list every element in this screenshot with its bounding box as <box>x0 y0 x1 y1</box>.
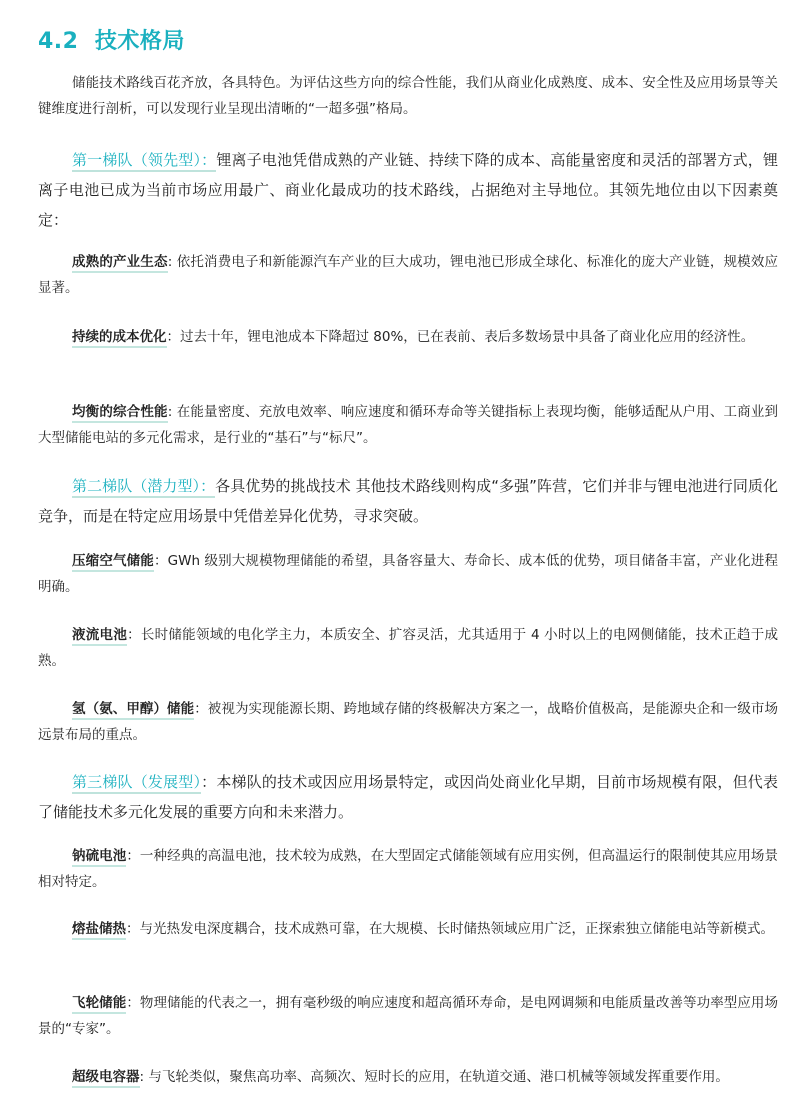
item-term: 飞轮储能 <box>72 995 126 1014</box>
item-text: : 在能量密度、充放电效率、响应速度和循环寿命等关键指标上表现均衡，能够适配从户用、工商业到大型储能电站的多元化需求，是行业的“基石”与“标尺”。 <box>38 404 779 446</box>
item-text: ：一种经典的高温电池，技术较为成熟，在大型固定式储能领域有应用实例，但高温运行的限制使其应用场景相对特定。 <box>38 848 779 890</box>
tier2-item <box>38 622 778 674</box>
item-term: 持续的成本优化 <box>72 329 167 348</box>
item-text: ：物理储能的代表之一，拥有毫秒级的响应速度和超高循环寿命，是电网调频和电能质量改善等功率型应用场景的“专家”。 <box>38 995 779 1037</box>
tier2-paragraph <box>38 471 778 531</box>
section-title: 技术格局 <box>94 29 185 54</box>
item-term: 均衡的综合性能 <box>72 404 168 423</box>
tier2-heading: 第二梯队（潜力型）： <box>72 477 215 498</box>
tier1-text: 锂离子电池凭借成熟的产业链、持续下降的成本、高能量密度和灵活的部署方式，锂离子电池已成为当前市场应用最广、商业化最成功的技术路线，占据绝对主导地位。其领先地位由以下因素奠定： <box>38 151 778 229</box>
tier3-item <box>38 843 778 895</box>
section-heading <box>38 24 185 55</box>
tier3-text: ：本梯队的技术或因应用场景特定，或因尚处商业化早期，目前市场规模有限，但代表了储能技术多元化发展的重要方向和未来潜力。 <box>38 773 778 821</box>
item-text: ：GWh 级别大规模物理储能的希望，具备容量大、寿命长、成本低的优势，项目储备丰富，产业化进程明确。 <box>38 553 779 595</box>
tier2-text: 各具优势的挑战技术 其他技术路线则构成“多强”阵营，它们并非与锂电池进行同质化竞争，而是在特定应用场景中凭借差异化优势，寻求突破。 <box>38 477 778 525</box>
item-term: 液流电池 <box>72 627 127 646</box>
item-term: 压缩空气储能 <box>72 553 154 572</box>
tier3-paragraph <box>38 767 778 827</box>
tier2-item <box>38 548 778 600</box>
item-term: 超级电容器 <box>72 1069 140 1088</box>
tier1-heading: 第一梯队（领先型）： <box>72 151 216 172</box>
item-text: : 依托消费电子和新能源汽车产业的巨大成功，锂电池已形成全球化、标准化的庞大产业链，规模效应显著。 <box>38 254 779 296</box>
tier1-item <box>38 324 778 350</box>
tier1-paragraph <box>38 145 778 235</box>
intro-paragraph: 储能技术路线百花齐放，各具特色。为评估这些方向的综合性能，我们从商业化成熟度、成本、安全性及应用场景等关键维度进行剖析，可以发现行业呈现出清晰的“一超多强”格局。 <box>38 75 778 117</box>
item-text: ：长时储能领域的电化学主力，本质安全、扩容灵活，尤其适用于 4 小时以上的电网侧储能，技术正趋于成熟。 <box>38 627 779 669</box>
tier3-item <box>38 990 778 1042</box>
tier3-heading: 第三梯队（发展型） <box>72 773 201 794</box>
tier3-item <box>38 1064 778 1090</box>
item-term: 成熟的产业生态 <box>72 254 168 273</box>
item-term: 钠硫电池 <box>72 848 126 867</box>
item-text: ：过去十年，锂电池成本下降超过 80%，已在表前、表后多数场景中具备了商业化应用的经济性。 <box>166 329 755 345</box>
item-text: : 与飞轮类似，聚焦高功率、高频次、短时长的应用，在轨道交通、港口机械等领域发挥重要作用。 <box>139 1069 729 1085</box>
item-term: 熔盐储热 <box>72 921 126 940</box>
item-term: 氢（氨、甲醇）储能 <box>72 701 194 720</box>
tier1-item <box>38 249 778 301</box>
item-text: ：与光热发电深度耦合，技术成熟可靠，在大规模、长时储热领域应用广泛，正探索独立储能电站等新模式。 <box>126 921 774 937</box>
item-text: ：被视为实现能源长期、跨地域存储的终极解决方案之一，战略价值极高，是能源央企和一级市场远景布局的重点。 <box>38 701 779 743</box>
tier1-item <box>38 399 778 451</box>
section-number: 4.2 <box>38 29 79 54</box>
tier2-item <box>38 696 778 748</box>
tier3-item <box>38 916 778 942</box>
